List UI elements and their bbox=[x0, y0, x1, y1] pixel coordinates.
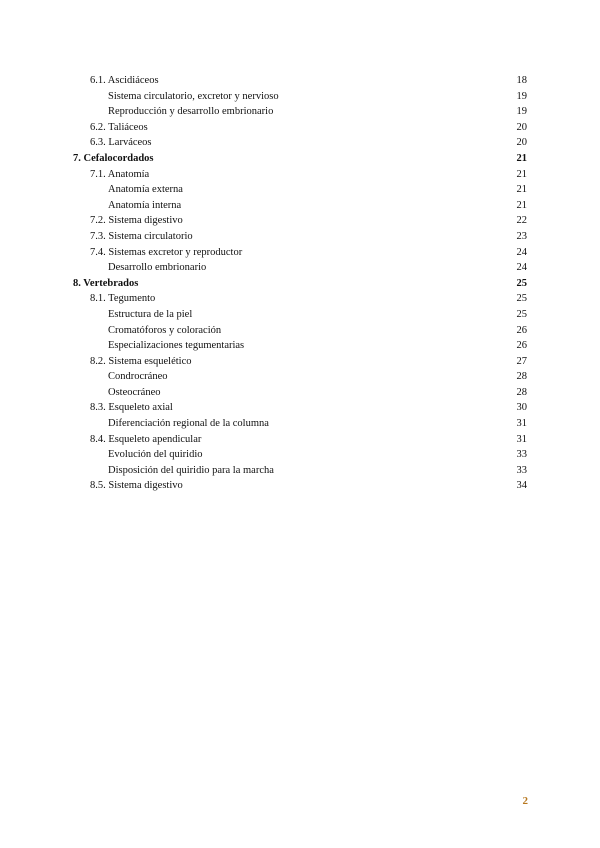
toc-subsection-entry[interactable] bbox=[0, 323, 600, 339]
table-of-contents bbox=[0, 73, 600, 494]
toc-subsection-entry[interactable] bbox=[0, 338, 600, 354]
toc-entry-title: 7. Cefalocordados bbox=[73, 152, 154, 164]
page-number: 2 bbox=[522, 795, 528, 807]
toc-entry-title: 8.3. Esqueleto axial bbox=[90, 402, 173, 414]
toc-entry-title: Diferenciación regional de la columna bbox=[108, 418, 269, 430]
toc-entry-page: 21 bbox=[516, 184, 527, 196]
toc-entry-title: Osteocráneo bbox=[108, 386, 161, 398]
toc-subsection-entry[interactable] bbox=[0, 89, 600, 105]
toc-entry-title: Desarrollo embrionario bbox=[108, 262, 207, 274]
toc-subsection-entry[interactable] bbox=[0, 369, 600, 385]
toc-entry-title: 6.2. Taliáceos bbox=[90, 121, 148, 133]
toc-entry-page: 19 bbox=[516, 90, 527, 102]
toc-subsection-entry[interactable] bbox=[0, 447, 600, 463]
toc-entry-title: 6.3. Larváceos bbox=[90, 137, 152, 149]
toc-section-entry[interactable] bbox=[0, 432, 600, 448]
toc-entry-title: 8.1. Tegumento bbox=[90, 293, 156, 305]
toc-section-entry[interactable] bbox=[0, 135, 600, 151]
toc-subsection-entry[interactable] bbox=[0, 260, 600, 276]
toc-entry-title: Disposición del quiridio para la marcha bbox=[108, 464, 274, 476]
toc-entry-page: 26 bbox=[516, 324, 527, 336]
toc-entry-title: 7.1. Anatomía bbox=[90, 168, 150, 180]
toc-entry-title: 8. Vertebrados bbox=[73, 277, 139, 289]
toc-section-entry[interactable] bbox=[0, 120, 600, 136]
toc-entry-title: Anatomía interna bbox=[108, 199, 182, 211]
toc-section-entry[interactable] bbox=[0, 213, 600, 229]
toc-section-entry[interactable] bbox=[0, 73, 600, 89]
toc-entry-page: 20 bbox=[516, 137, 527, 149]
toc-entry-page: 23 bbox=[516, 230, 527, 242]
toc-entry-title: Anatomía externa bbox=[108, 184, 183, 196]
toc-section-entry[interactable] bbox=[0, 167, 600, 183]
toc-subsection-entry[interactable] bbox=[0, 198, 600, 214]
toc-section-entry[interactable] bbox=[0, 354, 600, 370]
toc-entry-title: 7.4. Sistemas excretor y reproductor bbox=[90, 246, 243, 258]
toc-entry-title: Reproducción y desarrollo embrionario bbox=[108, 106, 274, 118]
toc-entry-page: 22 bbox=[516, 215, 527, 227]
toc-subsection-entry[interactable] bbox=[0, 416, 600, 432]
toc-entry-page: 25 bbox=[516, 277, 527, 289]
toc-entry-page: 21 bbox=[516, 199, 527, 211]
toc-section-entry[interactable] bbox=[0, 245, 600, 261]
toc-subsection-entry[interactable] bbox=[0, 307, 600, 323]
toc-entry-page: 28 bbox=[516, 371, 527, 383]
toc-chapter-entry[interactable] bbox=[0, 276, 600, 292]
toc-entry-title: 7.3. Sistema circulatorio bbox=[90, 230, 193, 242]
toc-entry-page: 19 bbox=[516, 106, 527, 118]
toc-subsection-entry[interactable] bbox=[0, 385, 600, 401]
toc-entry-title: 6.1. Ascidiáceos bbox=[90, 75, 159, 86]
toc-entry-title: 8.5. Sistema digestivo bbox=[90, 480, 183, 492]
toc-entry-page: 33 bbox=[516, 449, 527, 461]
toc-entry-page: 25 bbox=[516, 293, 527, 305]
toc-entry-title: Sistema circulatorio, excretor y nervioso bbox=[108, 90, 279, 102]
toc-entry-page: 33 bbox=[516, 464, 527, 476]
toc-entry-title: 7.2. Sistema digestivo bbox=[90, 215, 183, 227]
toc-entry-page: 30 bbox=[516, 402, 527, 414]
toc-entry-page: 31 bbox=[516, 418, 527, 430]
toc-entry-page: 24 bbox=[516, 262, 527, 274]
toc-chapter-entry[interactable] bbox=[0, 151, 600, 167]
toc-entry-page: 21 bbox=[516, 152, 527, 164]
toc-subsection-entry[interactable] bbox=[0, 463, 600, 479]
toc-entry-page: 27 bbox=[516, 355, 527, 367]
toc-entry-page: 21 bbox=[516, 168, 527, 180]
toc-subsection-entry[interactable] bbox=[0, 182, 600, 198]
toc-entry-title: Evolución del quiridio bbox=[108, 449, 203, 461]
toc-entry-page: 31 bbox=[516, 433, 527, 445]
toc-entry-page: 25 bbox=[516, 308, 527, 320]
toc-section-entry[interactable] bbox=[0, 478, 600, 494]
toc-entry-page: 20 bbox=[516, 121, 527, 133]
toc-entry-page: 24 bbox=[516, 246, 527, 258]
toc-entry-title: Estructura de la piel bbox=[108, 308, 193, 320]
toc-entry-title: 8.2. Sistema esquelético bbox=[90, 355, 192, 367]
toc-entry-page: 28 bbox=[516, 386, 527, 398]
toc-entry-page: 18 bbox=[516, 75, 527, 86]
toc-entry-title: Especializaciones tegumentarias bbox=[108, 340, 245, 352]
toc-subsection-entry[interactable] bbox=[0, 104, 600, 120]
toc-section-entry[interactable] bbox=[0, 291, 600, 307]
toc-entry-title: Condrocráneo bbox=[108, 371, 168, 383]
toc-section-entry[interactable] bbox=[0, 400, 600, 416]
toc-entry-title: Cromatóforos y coloración bbox=[108, 324, 222, 336]
toc-entry-page: 26 bbox=[516, 340, 527, 352]
toc-section-entry[interactable] bbox=[0, 229, 600, 245]
toc-entry-title: 8.4. Esqueleto apendicular bbox=[90, 433, 202, 445]
toc-entry-page: 34 bbox=[516, 480, 527, 492]
